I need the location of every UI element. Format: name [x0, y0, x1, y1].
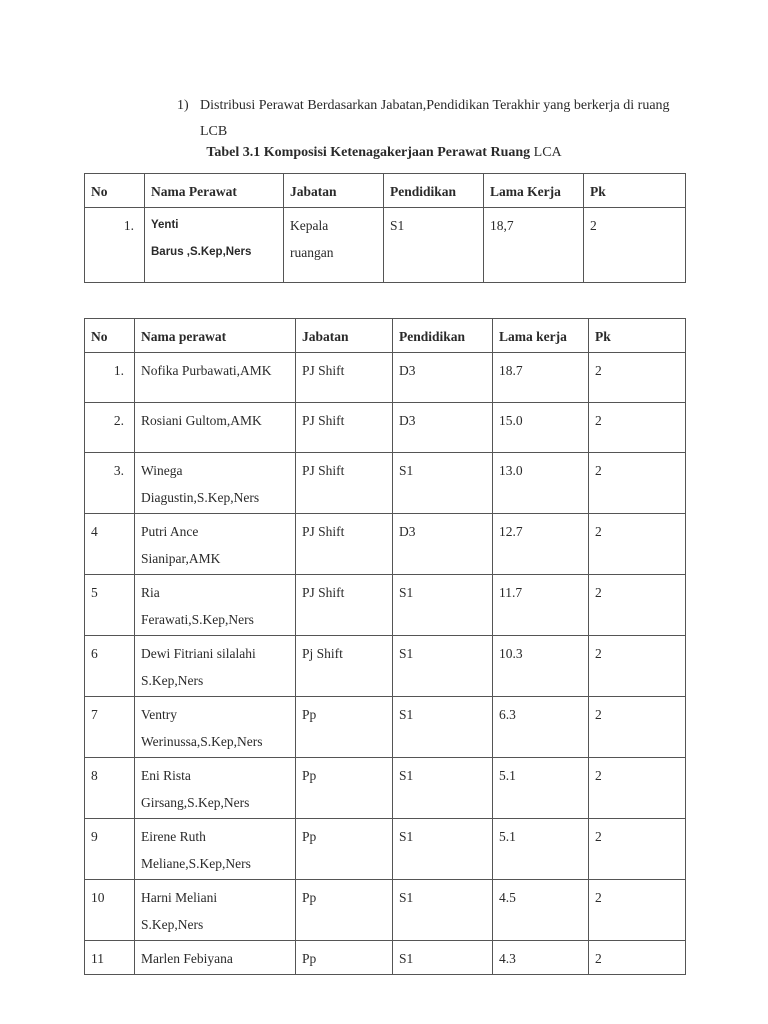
cell-pendidikan: S1	[393, 758, 493, 819]
cell-nama-line1: Yenti	[151, 219, 179, 231]
cell-jabatan: Pp	[296, 880, 393, 941]
table-head-nurse	[84, 173, 686, 283]
table-nurse-list	[84, 318, 686, 975]
cell-pk: 2	[589, 636, 686, 697]
cell-pendidikan: D3	[393, 353, 493, 403]
table-row	[85, 636, 686, 697]
table-row	[85, 353, 686, 403]
cell-pendidikan: S1	[393, 819, 493, 880]
cell-no: 9	[85, 819, 135, 880]
table-row	[85, 575, 686, 636]
header-no: No	[85, 319, 135, 353]
cell-pendidikan: D3	[393, 403, 493, 453]
cell-nama-line1: Eni Rista	[141, 768, 191, 783]
cell-nama	[135, 819, 296, 880]
cell-lama-kerja: 4.3	[493, 941, 589, 975]
cell-nama-line2: Diagustin,S.Kep,Ners	[141, 490, 260, 505]
cell-lama-kerja: 10.3	[493, 636, 589, 697]
cell-jabatan: PJ Shift	[296, 353, 393, 403]
cell-nama-line2: Ferawati,S.Kep,Ners	[141, 612, 254, 627]
cell-no: 3.	[85, 453, 135, 514]
cell-nama-line1: Harni Meliani	[141, 890, 218, 905]
cell-nama	[135, 353, 296, 403]
cell-nama	[135, 575, 296, 636]
cell-nama-line2: Sianipar,AMK	[141, 551, 221, 566]
cell-pk: 2	[589, 353, 686, 403]
cell-nama-line1: Eirene Ruth	[141, 829, 206, 844]
cell-lama-kerja: 15.0	[493, 403, 589, 453]
cell-no: 8	[85, 758, 135, 819]
header-no: No	[85, 174, 145, 208]
cell-nama	[135, 403, 296, 453]
cell-no: 11	[85, 941, 135, 975]
cell-no: 1.	[85, 208, 145, 283]
cell-nama-line2: Werinussa,S.Kep,Ners	[141, 734, 263, 749]
cell-nama	[135, 453, 296, 514]
cell-nama	[135, 697, 296, 758]
header-pendidikan: Pendidikan	[393, 319, 493, 353]
table-row	[85, 758, 686, 819]
cell-pendidikan: S1	[393, 575, 493, 636]
cell-pk: 2	[589, 403, 686, 453]
cell-nama	[135, 880, 296, 941]
cell-pendidikan: S1	[393, 636, 493, 697]
table-row	[85, 403, 686, 453]
cell-nama-line1: Dewi Fitriani silalahi	[141, 646, 256, 661]
cell-pk: 2	[589, 819, 686, 880]
cell-jabatan: Pj Shift	[296, 636, 393, 697]
cell-nama-line1: Marlen Febiyana	[141, 951, 233, 966]
cell-jabatan-line2: ruangan	[290, 245, 334, 260]
header-pk: Pk	[584, 174, 686, 208]
cell-nama-line1: Ventry	[141, 707, 177, 722]
caption-suffix: LCA	[530, 145, 562, 160]
table-header-row	[85, 319, 686, 353]
cell-nama-line2: Meliane,S.Kep,Ners	[141, 856, 251, 871]
cell-lama-kerja: 18,7	[484, 208, 584, 283]
table-row	[85, 453, 686, 514]
cell-nama-line2: S.Kep,Ners	[141, 673, 204, 688]
header-pk: Pk	[589, 319, 686, 353]
cell-lama-kerja: 4.5	[493, 880, 589, 941]
cell-nama	[135, 514, 296, 575]
cell-pk: 2	[589, 758, 686, 819]
header-nama: Nama perawat	[135, 319, 296, 353]
intro-text: Distribusi Perawat Berdasarkan Jabatan,Pendidikan Terakhir yang berkerja di ruang LCB	[200, 98, 670, 139]
cell-jabatan: Pp	[296, 941, 393, 975]
header-jabatan: Jabatan	[284, 174, 384, 208]
cell-nama-line1: Nofika Purbawati,AMK	[141, 363, 272, 378]
cell-lama-kerja: 13.0	[493, 453, 589, 514]
cell-nama	[135, 941, 296, 975]
header-lama-kerja: Lama kerja	[493, 319, 589, 353]
cell-pendidikan: D3	[393, 514, 493, 575]
cell-nama-line1: Rosiani Gultom,AMK	[141, 413, 262, 428]
cell-no: 5	[85, 575, 135, 636]
cell-jabatan: PJ Shift	[296, 575, 393, 636]
cell-jabatan: PJ Shift	[296, 403, 393, 453]
cell-lama-kerja: 6.3	[493, 697, 589, 758]
table-row	[85, 941, 686, 975]
cell-no: 10	[85, 880, 135, 941]
cell-pk: 2	[589, 453, 686, 514]
cell-jabatan: Pp	[296, 697, 393, 758]
cell-pendidikan: S1	[384, 208, 484, 283]
cell-jabatan: PJ Shift	[296, 514, 393, 575]
cell-lama-kerja: 12.7	[493, 514, 589, 575]
cell-jabatan: Pp	[296, 819, 393, 880]
cell-pk: 2	[589, 514, 686, 575]
cell-pk: 2	[589, 697, 686, 758]
cell-pendidikan: S1	[393, 880, 493, 941]
cell-pk: 2	[589, 880, 686, 941]
cell-lama-kerja: 18.7	[493, 353, 589, 403]
cell-jabatan-line1: Kepala	[290, 218, 329, 233]
table-header-row	[85, 174, 686, 208]
cell-pendidikan: S1	[393, 697, 493, 758]
cell-pendidikan: S1	[393, 453, 493, 514]
header-jabatan: Jabatan	[296, 319, 393, 353]
cell-pendidikan: S1	[393, 941, 493, 975]
cell-nama	[135, 636, 296, 697]
cell-nama-line2: Girsang,S.Kep,Ners	[141, 795, 250, 810]
table-row	[85, 819, 686, 880]
cell-no: 7	[85, 697, 135, 758]
cell-nama-line1: Winega	[141, 463, 183, 478]
cell-pk: 2	[589, 575, 686, 636]
header-nama: Nama Perawat	[145, 174, 284, 208]
cell-lama-kerja: 5.1	[493, 819, 589, 880]
cell-nama-line2: Barus ,S.Kep,Ners	[151, 246, 252, 258]
table-row	[85, 880, 686, 941]
cell-jabatan: PJ Shift	[296, 453, 393, 514]
cell-nama-line2: S.Kep,Ners	[141, 917, 204, 932]
cell-lama-kerja: 5.1	[493, 758, 589, 819]
header-lama-kerja: Lama Kerja	[484, 174, 584, 208]
cell-lama-kerja: 11.7	[493, 575, 589, 636]
cell-no: 6	[85, 636, 135, 697]
cell-jabatan: Pp	[296, 758, 393, 819]
table-row	[85, 697, 686, 758]
table-row	[85, 514, 686, 575]
cell-no: 4	[85, 514, 135, 575]
header-pendidikan: Pendidikan	[384, 174, 484, 208]
cell-pk: 2	[589, 941, 686, 975]
table-caption	[0, 145, 768, 161]
cell-nama	[145, 208, 284, 283]
cell-no: 1.	[85, 353, 135, 403]
cell-nama	[135, 758, 296, 819]
cell-jabatan	[284, 208, 384, 283]
table-row	[85, 208, 686, 283]
list-number: 1)	[177, 98, 189, 113]
caption-bold: Tabel 3.1 Komposisi Ketenagakerjaan Perawat Ruang	[206, 145, 531, 160]
cell-nama-line1: Ria	[141, 585, 160, 600]
cell-nama-line1: Putri Ance	[141, 524, 199, 539]
cell-no: 2.	[85, 403, 135, 453]
cell-pk: 2	[584, 208, 686, 283]
